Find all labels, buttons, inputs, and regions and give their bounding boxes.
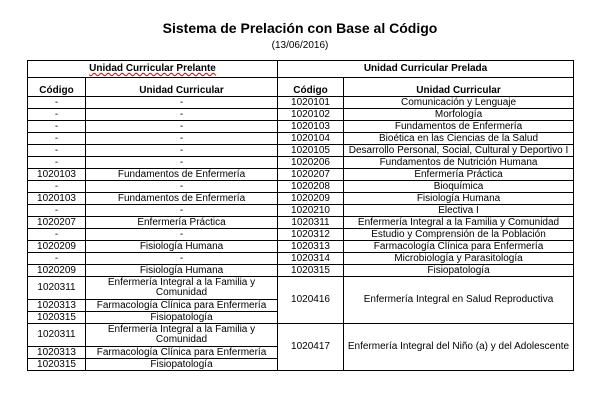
prelante-unit: Fisiología Humana [86, 265, 278, 277]
table-row [28, 205, 574, 217]
table-row [28, 97, 574, 109]
prelante-unit: - [86, 157, 278, 169]
table-row [28, 277, 574, 300]
prelante-code: 1020315 [28, 312, 86, 324]
prelante-code: - [28, 97, 86, 109]
prelada-unit: Enfermería Integral en Salud Reproductiva [344, 277, 574, 324]
prelante-unit: - [86, 133, 278, 145]
prelada-code: 1020208 [278, 181, 344, 193]
prelante-unit: Fisiología Humana [86, 241, 278, 253]
prelada-code: 1020210 [278, 205, 344, 217]
prelante-unit: Farmacología Clínica para Enfermería [86, 300, 278, 312]
prelada-code: 1020313 [278, 241, 344, 253]
prelante-unit: Enfermería Integral a la Familia y Comunidad [86, 324, 278, 347]
prelante-code: - [28, 229, 86, 241]
prelante-unit: Farmacología Clínica para Enfermería [86, 347, 278, 359]
prelada-unit: Desarrollo Personal, Social, Cultural y Deportivo I [344, 145, 574, 157]
prelante-unit: Fundamentos de Enfermería [86, 169, 278, 181]
prelada-unit: Bioética en las Ciencias de la Salud [344, 133, 574, 145]
prelada-unit: Fisiopatología [344, 265, 574, 277]
prelante-unit: - [86, 181, 278, 193]
prelante-unit: Enfermería Integral a la Familia y Comunidad [86, 277, 278, 300]
prelante-code: 1020315 [28, 359, 86, 371]
prelante-unit: - [86, 229, 278, 241]
header-codigo-prelada: Código [278, 78, 344, 97]
prelada-unit: Morfología [344, 109, 574, 121]
prelante-code: 1020313 [28, 347, 86, 359]
prelada-code: 1020102 [278, 109, 344, 121]
prelada-code: 1020416 [278, 277, 344, 324]
prelada-unit: Electiva I [344, 205, 574, 217]
prelante-code: - [28, 133, 86, 145]
prelante-unit: - [86, 121, 278, 133]
prelada-unit: Enfermería Práctica [344, 169, 574, 181]
prelante-code: 1020103 [28, 193, 86, 205]
prelada-unit: Enfermería Integral a la Familia y Comunidad [344, 217, 574, 229]
prelada-unit: Enfermería Integral del Niño (a) y del Adolescente [344, 324, 574, 371]
prelante-unit: - [86, 109, 278, 121]
prelante-code: 1020209 [28, 241, 86, 253]
prelante-code: - [28, 121, 86, 133]
document-date: (13/06/2016) [271, 40, 329, 51]
group-header-prelante: Unidad Curricular Prelante [28, 61, 278, 78]
table-row [28, 145, 574, 157]
table-body [28, 97, 574, 371]
prelada-code: 1020314 [278, 253, 344, 265]
prelante-unit: Fisiopatología [86, 359, 278, 371]
prelada-unit: Fundamentos de Nutrición Humana [344, 157, 574, 169]
prelante-code: 1020311 [28, 324, 86, 347]
prelante-code: - [28, 253, 86, 265]
prelada-unit: Microbiología y Parasitología [344, 253, 574, 265]
prelante-code: - [28, 205, 86, 217]
prelada-unit: Comunicación y Lenguaje [344, 97, 574, 109]
prelante-code: 1020207 [28, 217, 86, 229]
prelante-unit: - [86, 97, 278, 109]
document-title: Sistema de Prelación con Base al Código [162, 20, 438, 36]
prelante-code: - [28, 181, 86, 193]
table-row [28, 193, 574, 205]
prelation-table [27, 60, 574, 371]
prelante-code: 1020209 [28, 265, 86, 277]
prelante-unit: - [86, 145, 278, 157]
prelante-code: 1020313 [28, 300, 86, 312]
prelada-code: 1020207 [278, 169, 344, 181]
table-row [28, 229, 574, 241]
header-codigo-prelante: Código [28, 78, 86, 97]
prelada-unit: Estudio y Comprensión de la Población [344, 229, 574, 241]
prelante-code: 1020311 [28, 277, 86, 300]
table-row [28, 241, 574, 253]
prelada-code: 1020105 [278, 145, 344, 157]
prelada-code: 1020101 [278, 97, 344, 109]
prelada-code: 1020417 [278, 324, 344, 371]
prelante-unit: - [86, 205, 278, 217]
prelante-code: - [28, 157, 86, 169]
table-row [28, 217, 574, 229]
table-row [28, 121, 574, 133]
prelada-code: 1020312 [278, 229, 344, 241]
prelada-unit: Bioquímica [344, 181, 574, 193]
prelada-code: 1020311 [278, 217, 344, 229]
prelada-code: 1020206 [278, 157, 344, 169]
prelante-unit: - [86, 253, 278, 265]
prelada-code: 1020104 [278, 133, 344, 145]
table-row [28, 181, 574, 193]
table-row [28, 253, 574, 265]
table-row [28, 133, 574, 145]
prelante-unit: Fisiopatología [86, 312, 278, 324]
prelante-code: - [28, 109, 86, 121]
prelante-code: - [28, 145, 86, 157]
table-row [28, 324, 574, 347]
prelada-unit: Farmacología Clínica para Enfermería [344, 241, 574, 253]
header-unidad-prelante: Unidad Curricular [86, 78, 278, 97]
table-row [28, 265, 574, 277]
prelada-code: 1020103 [278, 121, 344, 133]
prelante-code: 1020103 [28, 169, 86, 181]
prelada-code: 1020315 [278, 265, 344, 277]
group-header-prelada: Unidad Curricular Prelada [278, 61, 574, 78]
table-row [28, 157, 574, 169]
header-unidad-prelada: Unidad Curricular [344, 78, 574, 97]
prelante-unit: Fundamentos de Enfermería [86, 193, 278, 205]
prelada-code: 1020209 [278, 193, 344, 205]
prelada-unit: Fundamentos de Enfermería [344, 121, 574, 133]
prelante-unit: Enfermería Práctica [86, 217, 278, 229]
table-row [28, 109, 574, 121]
prelada-unit: Fisiología Humana [344, 193, 574, 205]
table-row [28, 169, 574, 181]
